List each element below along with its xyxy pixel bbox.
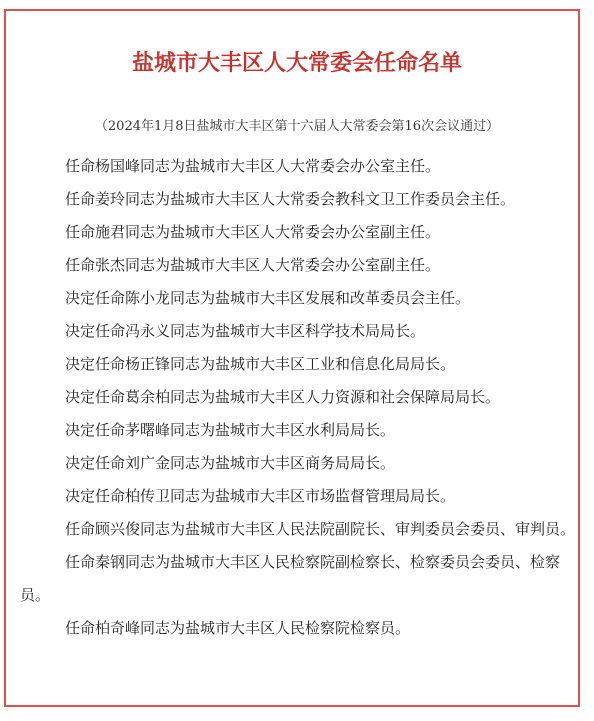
document-title: 盐城市大丰区人大常委会任命名单: [131, 51, 462, 76]
paragraph: 决定任命葛余柏同志为盐城市大丰区人力资源和社会保障局局长。: [65, 388, 501, 406]
paragraph: 任命施君同志为盐城市大丰区人大常委会办公室副主任。: [65, 223, 441, 241]
document-body: [20, 150, 576, 645]
paragraph: 任命顾兴俊同志为盐城市大丰区人民法院副院长、审判委员会委员、审判员。: [65, 520, 576, 538]
paragraph: 任命杨国峰同志为盐城市大丰区人大常委会办公室主任。: [65, 157, 441, 175]
paragraph: 决定任命柏传卫同志为盐城市大丰区市场监督管理局局长。: [65, 487, 456, 505]
paragraph: 任命秦钢同志为盐城市大丰区人民检察院副检察长、检察委员会委员、检察员。: [20, 553, 561, 604]
paragraph: 任命柏奇峰同志为盐城市大丰区人民检察院检察员。: [65, 619, 411, 637]
paragraph: 任命姜玲同志为盐城市大丰区人大常委会教科文卫工作委员会主任。: [65, 190, 516, 208]
paragraph: 任命张杰同志为盐城市大丰区人大常委会办公室副主任。: [65, 256, 441, 274]
document-subtitle: （2024年1月8日盐城市大丰区第十六届人大常委会第16次会议通过）: [94, 119, 500, 134]
paragraph: 决定任命杨正锋同志为盐城市大丰区工业和信息化局局长。: [65, 355, 456, 373]
paragraph: 决定任命陈小龙同志为盐城市大丰区发展和改革委员会主任。: [65, 289, 471, 307]
paragraph: 决定任命茅曙峰同志为盐城市大丰区水利局局长。: [65, 421, 396, 439]
paragraph: 决定任命刘广金同志为盐城市大丰区商务局局长。: [65, 454, 396, 472]
paragraph: 决定任命冯永义同志为盐城市大丰区科学技术局局长。: [65, 322, 426, 340]
